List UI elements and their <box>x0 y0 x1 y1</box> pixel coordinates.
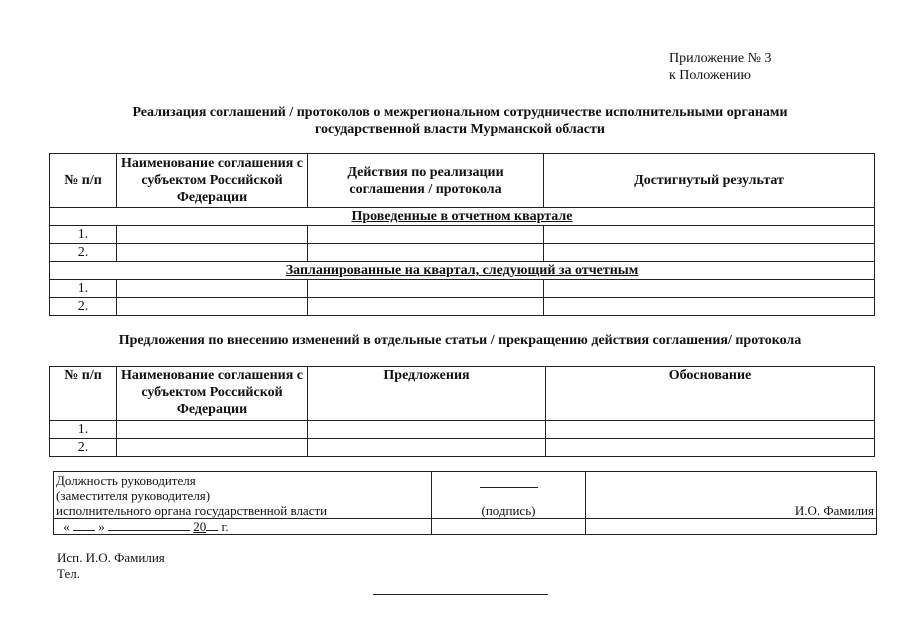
header-agreement-name: Наименование соглашения с субъектом Российской Федерации <box>117 367 308 421</box>
header-actions: Действия по реализации соглашения / протокола <box>308 154 544 208</box>
table-row <box>50 439 875 457</box>
date-day-blank[interactable] <box>73 530 95 531</box>
table-header-row <box>50 154 875 208</box>
appendix-number: Приложение № 3 <box>669 51 772 66</box>
executor-phone: Тел. <box>57 566 80 581</box>
section-completed-label: Проведенные в отчетном квартале <box>50 208 875 226</box>
cell-agreement[interactable] <box>117 244 308 262</box>
section-row-completed <box>50 208 875 226</box>
row-number: 2. <box>50 439 117 457</box>
cell-proposal[interactable] <box>308 439 546 457</box>
table-row <box>50 226 875 244</box>
section-planned-label: Запланированные на квартал, следующий за отчетным <box>50 262 875 280</box>
cell-proposal[interactable] <box>308 421 546 439</box>
date-open-quote: « <box>63 519 70 534</box>
header-num: № п/п <box>50 367 117 421</box>
document-title <box>90 104 830 138</box>
executor-name: Исп. И.О. Фамилия <box>57 550 165 565</box>
row-number: 1. <box>50 226 117 244</box>
proposals-table <box>49 366 875 457</box>
header-justification: Обоснование <box>546 367 875 421</box>
date-year-prefix: 20 <box>193 519 207 534</box>
cell-actions[interactable] <box>308 226 544 244</box>
cell-result[interactable] <box>544 280 875 298</box>
signatory-name: И.О. Фамилия <box>794 503 874 518</box>
signature-table <box>53 471 877 535</box>
position-line2: (заместителя руководителя) <box>56 488 211 503</box>
cell-actions[interactable] <box>308 298 544 316</box>
cell-justification[interactable] <box>546 439 875 457</box>
signature-row <box>54 472 877 519</box>
cell-result[interactable] <box>544 226 875 244</box>
date-year-suffix: г. <box>221 519 229 534</box>
header-result: Достигнутый результат <box>544 154 875 208</box>
date-empty-cell <box>432 519 586 535</box>
row-number: 1. <box>50 421 117 439</box>
cell-agreement[interactable] <box>117 280 308 298</box>
appendix-label <box>669 50 772 84</box>
row-number: 2. <box>50 244 117 262</box>
signatory-name-cell <box>586 472 877 519</box>
document-title-line1: Реализация соглашений / протоколов о межрегиональном сотрудничестве исполнительными органами <box>132 105 788 120</box>
cell-actions[interactable] <box>308 280 544 298</box>
bottom-divider <box>373 594 548 595</box>
date-cell[interactable] <box>54 519 432 535</box>
date-year-blank[interactable] <box>206 530 218 531</box>
table-header-row <box>50 367 875 421</box>
executor-info <box>57 550 165 582</box>
cell-agreement[interactable] <box>117 439 308 457</box>
cell-result[interactable] <box>544 244 875 262</box>
table-row <box>50 421 875 439</box>
signature-cell[interactable] <box>432 472 586 519</box>
row-number: 2. <box>50 298 117 316</box>
date-row <box>54 519 877 535</box>
document-title-line2: государственной власти Мурманской области <box>315 122 605 137</box>
date-close-quote: » <box>98 519 105 534</box>
header-num: № п/п <box>50 154 117 208</box>
position-cell <box>54 472 432 519</box>
position-line3: исполнительного органа государственной власти <box>56 503 328 518</box>
signature-caption: (подпись) <box>481 503 536 518</box>
section-row-planned <box>50 262 875 280</box>
cell-result[interactable] <box>544 298 875 316</box>
cell-agreement[interactable] <box>117 421 308 439</box>
cell-agreement[interactable] <box>117 226 308 244</box>
date-month-blank[interactable] <box>108 530 190 531</box>
position-line1: Должность руководителя <box>56 473 196 488</box>
proposals-title: Предложения по внесению изменений в отдельные статьи / прекращению действия соглашения/ протокола <box>118 333 802 348</box>
cell-actions[interactable] <box>308 244 544 262</box>
date-empty-cell <box>586 519 877 535</box>
table-row <box>50 280 875 298</box>
table-row <box>50 298 875 316</box>
row-number: 1. <box>50 280 117 298</box>
header-agreement-name: Наименование соглашения с субъектом Российской Федерации <box>117 154 308 208</box>
table-row <box>50 244 875 262</box>
cell-agreement[interactable] <box>117 298 308 316</box>
appendix-reference: к Положению <box>669 68 752 83</box>
signature-line <box>480 487 538 488</box>
cell-justification[interactable] <box>546 421 875 439</box>
agreements-table <box>49 153 875 316</box>
header-proposals: Предложения <box>308 367 546 421</box>
